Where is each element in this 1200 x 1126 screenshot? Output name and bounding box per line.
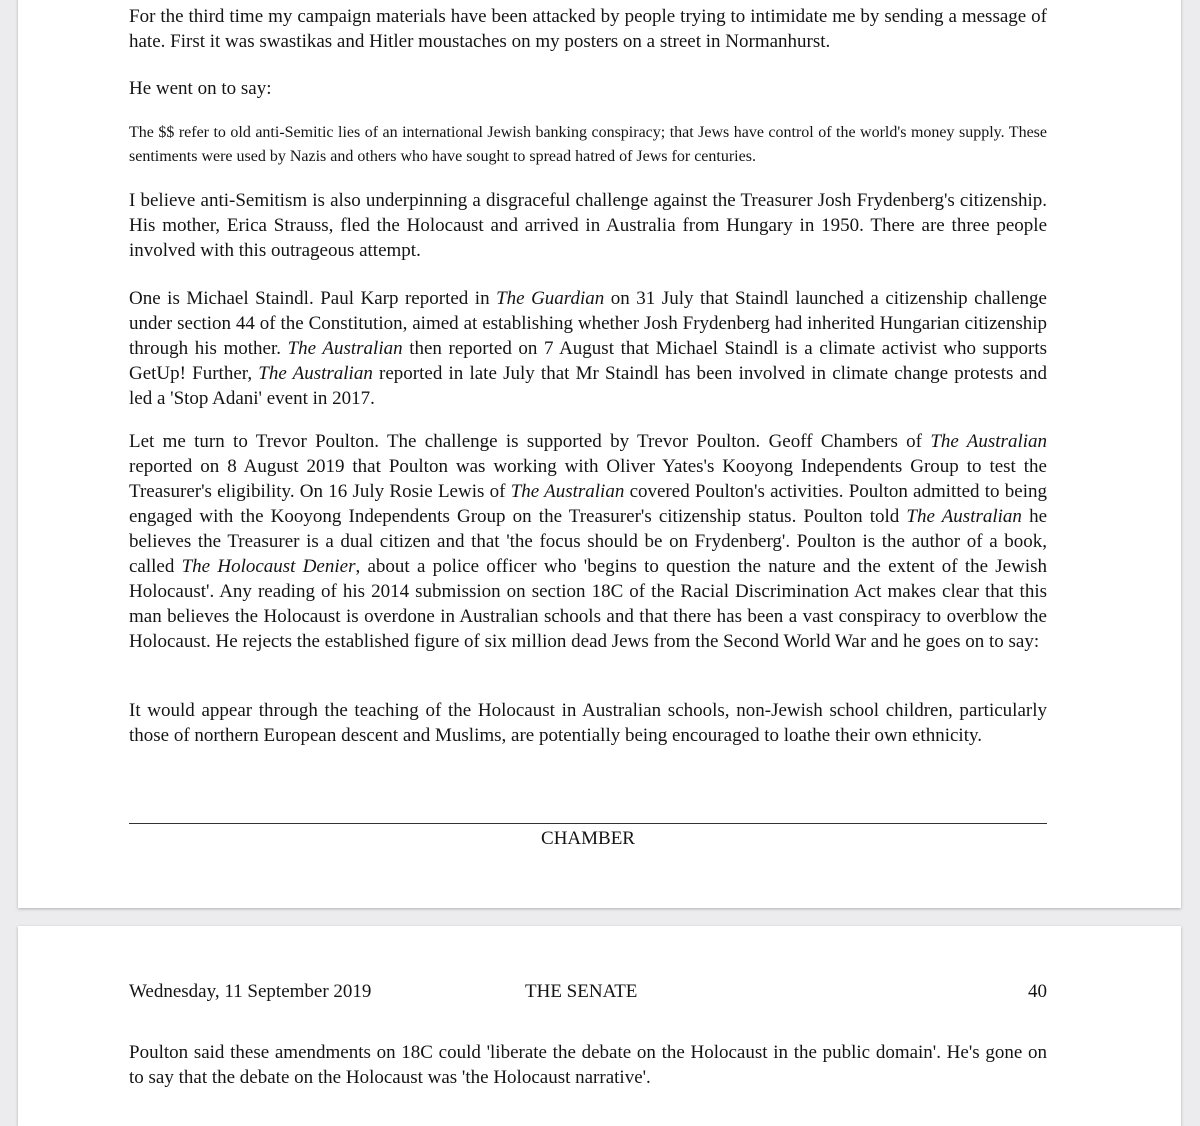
- document-page: [18, 926, 1181, 1126]
- paragraph: One is Michael Staindl. Paul Karp reported in The Guardian on 31 July that Staindl launched a citizenship challenge under section 44 of the Constitution, aimed at establishing whether Josh Frydenberg had inherited Hungarian citizenship through his mother. The Australian then reported on 7 August that Michael Staindl is a climate activist who supports GetUp! Further, The Australian reported in late July that Mr Staindl has been involved in climate change protests and led a 'Stop Adani' event in 2017.: [129, 288, 1047, 409]
- paragraph: He went on to say:: [129, 78, 272, 99]
- block-quote: It would appear through the teaching of the Holocaust in Australian schools, non-Jewish school children, particularly those of northern European descent and Muslims, are potentially being encouraged to loathe their own ethnicity.: [129, 700, 1047, 746]
- paragraph: For the third time my campaign materials have been attacked by people trying to intimidate me by sending a message of hate. First it was swastikas and Hitler moustaches on my posters on a street in Normanhurst.: [129, 6, 1047, 52]
- paragraph: I believe anti-Semitism is also underpinning a disgraceful challenge against the Treasurer Josh Frydenberg's citizenship. His mother, Erica Strauss, fled the Holocaust and arrived in Australia from Hungary in 1950. There are three people involved with this outrageous attempt.: [129, 190, 1047, 261]
- paragraph: Let me turn to Trevor Poulton. The challenge is supported by Trevor Poulton. Geoff Chambers of The Australian reported on 8 August 2019 that Poulton was working with Oliver Yates's Kooyong Independents Group to test the Treasurer's eligibility. On 16 July Rosie Lewis of The Australian covered Poulton's activities. Poulton admitted to being engaged with the Kooyong Independents Group on the Treasurer's citizenship status. Poulton told The Australian he believes the Treasurer is a dual citizen and that 'the focus should be on Frydenberg'. Poulton is the author of a book, called The Holocaust Denier, about a police officer who 'begins to question the nature and the extent of the Jewish Holocaust'. Any reading of his 2014 submission on section 18C of the Racial Discrimination Act makes clear that this man believes the Holocaust is overdone in Australian schools and that there has been a vast conspiracy to overblow the Holocaust. He rejects the established figure of six million dead Jews from the Second World War and he goes on to say:: [129, 431, 1048, 652]
- footer-divider: [129, 823, 1047, 824]
- book-title: The Holocaust Denier: [181, 556, 356, 577]
- publication-title: The Australian: [906, 506, 1022, 527]
- publication-title: The Australian: [258, 363, 373, 384]
- page-header: [129, 981, 1047, 1007]
- document-page: [18, 0, 1181, 908]
- page-footer: CHAMBER: [541, 828, 635, 849]
- header-chamber: THE SENATE: [525, 981, 638, 1002]
- publication-title: The Australian: [287, 338, 403, 359]
- publication-title: The Australian: [510, 481, 625, 502]
- publication-title: The Australian: [930, 431, 1048, 452]
- header-date: Wednesday, 11 September 2019: [129, 981, 372, 1002]
- block-quote: The $$ refer to old anti-Semitic lies of an international Jewish banking conspiracy; that Jews have control of the world's money supply. These sentiments were used by Nazis and others who have sought to spread hatred of Jews for centuries.: [129, 124, 1047, 165]
- page-number: 40: [1028, 981, 1047, 1002]
- paragraph: Poulton said these amendments on 18C could 'liberate the debate on the Holocaust in the public domain'. He's gone on to say that the debate on the Holocaust was 'the Holocaust narrative'.: [129, 1042, 1047, 1088]
- publication-title: The Guardian: [496, 288, 605, 309]
